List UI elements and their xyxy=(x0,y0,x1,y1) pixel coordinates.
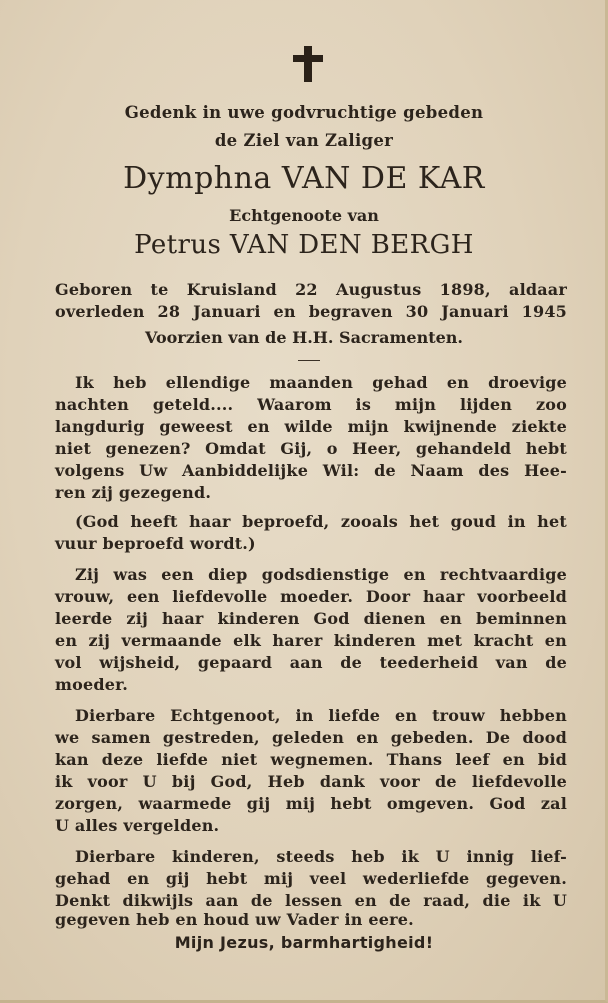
cross-icon xyxy=(293,46,323,82)
paragraph-line: vol wijsheid, gepaard aan de teederheid van de xyxy=(55,653,567,672)
paragraph-line: en zij vermaande elk harer kinderen met kracht en xyxy=(55,631,567,650)
paragraph-line: Ik heb ellendige maanden gehad en droevige xyxy=(75,373,567,392)
paragraph-line: niet genezen? Omdat Gij, o Heer, gehandeld hebt xyxy=(55,439,567,458)
paragraph-line: U alles vergelden. xyxy=(55,816,220,835)
paragraph-line: Dierbare kinderen, steeds heb ik U innig lief- xyxy=(75,847,567,866)
paragraph-line: gegeven heb en houd uw Vader in eere. xyxy=(55,910,414,929)
paragraph-line: vuur beproefd wordt.) xyxy=(55,534,256,553)
paragraph-line: kan deze liefde niet wegnemen. Thans leef en bid xyxy=(55,750,567,769)
paragraph-line: we samen gestreden, geleden en gebeden. De dood xyxy=(55,728,567,747)
dates-line-death: overleden 28 Januari en begraven 30 Januari 1945 xyxy=(55,302,567,321)
paragraph-line: nachten geteld.... Waarom is mijn lijden zoo xyxy=(55,395,567,414)
deceased-name: Dymphna VAN DE KAR xyxy=(123,161,485,196)
paragraph-line: Zij was een diep godsdienstige en rechtvaardige xyxy=(75,565,567,584)
paragraph-line: Dierbare Echtgenoot, in liefde en trouw hebben xyxy=(75,706,567,725)
dates-line-birth: Geboren te Kruisland 22 Augustus 1898, aldaar xyxy=(55,280,567,299)
spouse-name: Petrus VAN DEN BERGH xyxy=(134,230,474,260)
paragraph-line: (God heeft haar beproefd, zooals het goud in het xyxy=(75,512,567,531)
prayer-request: Gedenk in uwe godvruchtige gebeden xyxy=(124,103,484,122)
paragraph-line: gehad en gij hebt mij veel wederliefde gegeven. xyxy=(55,869,567,888)
divider-line xyxy=(298,360,320,361)
paragraph-line: ik voor U bij God, Heb dank voor de liefdevolle xyxy=(55,772,567,791)
sacraments-line: Voorzien van de H.H. Sacramenten. xyxy=(145,328,463,347)
paragraph-line: vrouw, een liefdevolle moeder. Door haar voorbeeld xyxy=(55,587,567,606)
spouse-label: Echtgenoote van xyxy=(229,206,379,225)
paragraph-line: leerde zij haar kinderen God dienen en beminnen xyxy=(55,609,567,628)
paragraph-line: Denkt dikwijls aan de lessen en de raad, die ik U xyxy=(55,891,567,910)
soul-of-deceased: de Ziel van Zaliger xyxy=(214,131,394,150)
paragraph-line: volgens Uw Aanbiddelijke Wil: de Naam des Hee- xyxy=(55,461,567,480)
paragraph-line: zorgen, waarmede gij mij hebt omgeven. God zal xyxy=(55,794,567,813)
paragraph-line: ren zij gezegend. xyxy=(55,483,212,502)
paragraph-line: moeder. xyxy=(55,675,129,694)
paragraph-line: langdurig geweest en wilde mijn kwijnende ziekte xyxy=(55,417,567,436)
closing-prayer: Mijn Jezus, barmhartigheid! xyxy=(174,933,434,952)
